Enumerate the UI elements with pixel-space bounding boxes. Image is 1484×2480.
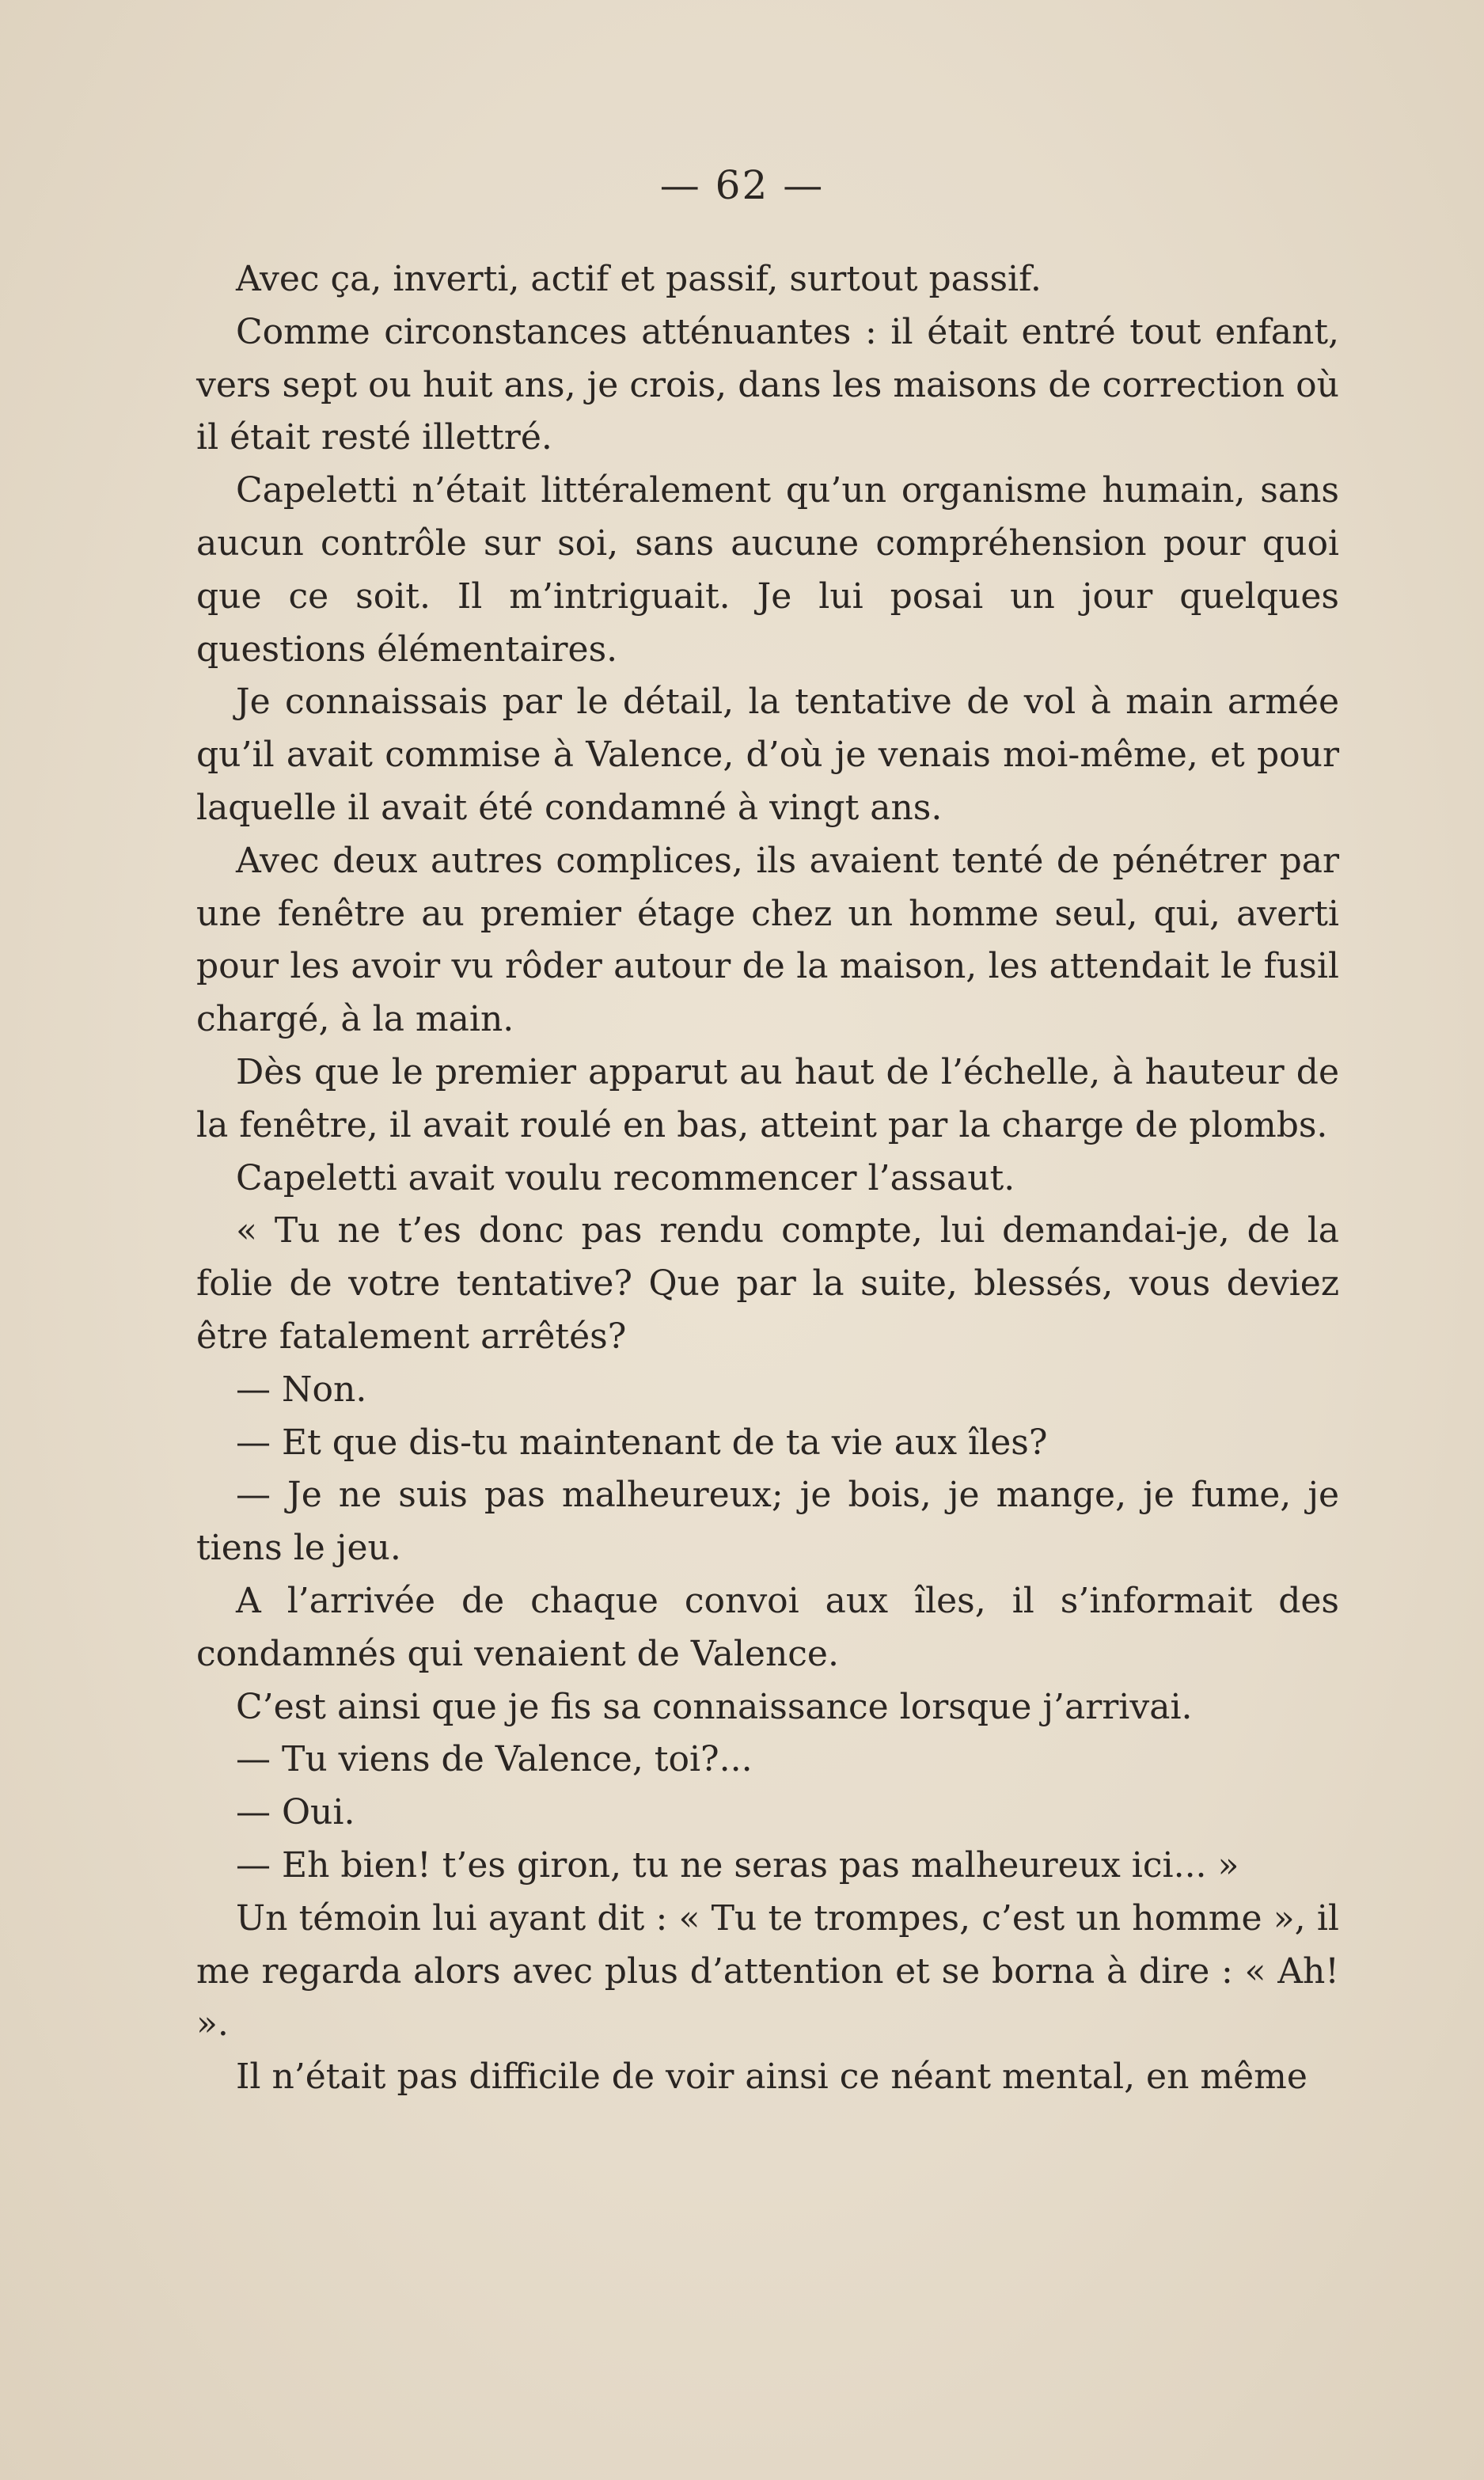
page-number: — 62 — <box>659 162 825 208</box>
paragraph-10: — Et que dis-tu maintenant de ta vie aux îles? <box>236 1422 1048 1463</box>
paragraph-9: — Non. <box>236 1369 367 1410</box>
paragraph-17: Un témoin lui ayant dit : « Tu te trompes, c’est un homme », il me regarda alors avec plus d’attention et se borna à dire : « Ah! ». <box>196 1897 1339 2045</box>
paragraph-1: Avec ça, inverti, actif et passif, surtout passif. <box>236 259 1042 299</box>
paragraph-12: A l’arrivée de chaque convoi aux îles, il s’informait des condamnés qui venaient de Valence. <box>196 1580 1339 1674</box>
paragraph-8: « Tu ne t’es donc pas rendu compte, lui demandai-je, de la folie de votre tentative? Que par la suite, blessés, vous deviez être fatalement arrêtés? <box>196 1210 1339 1357</box>
paragraph-5: Avec deux autres complices, ils avaient tenté de pénétrer par une fenêtre au premier étage chez un homme seul, qui, averti pour les avoir vu rôder autour de la maison, les attendait le fusil chargé, à la main. <box>196 840 1339 1040</box>
paragraph-18: Il n’était pas difficile de voir ainsi ce néant mental, en même <box>236 2057 1308 2098</box>
body-text <box>196 253 1339 2104</box>
paragraph-3: Capeletti n’était littéralement qu’un organisme humain, sans aucun contrôle sur soi, sans aucune compréhension pour quoi que ce soit. Il m’intriguait. Je lui posai un jour quelques questions élémentaires. <box>196 470 1339 670</box>
paragraph-7: Capeletti avait voulu recommencer l’assaut. <box>236 1157 1015 1198</box>
paragraph-4: Je connaissais par le détail, la tentative de vol à main armée qu’il avait commise à Valence, d’où je venais moi-même, et pour laquelle il avait été condamné à vingt ans. <box>196 682 1339 828</box>
paragraph-2: Comme circonstances atténuantes : il était entré tout enfant, vers sept ou huit ans, je crois, dans les maisons de correction où il était resté illettré. <box>196 311 1339 458</box>
paragraph-11: — Je ne suis pas malheureux; je bois, je mange, je fume, je tiens le jeu. <box>196 1475 1339 1569</box>
paragraph-13: C’est ainsi que je fis sa connaissance lorsque j’arrivai. <box>236 1686 1193 1727</box>
paragraph-14: — Tu viens de Valence, toi?... <box>236 1739 753 1780</box>
paragraph-16: — Eh bien! t’es giron, tu ne seras pas malheureux ici... » <box>236 1844 1239 1886</box>
paragraph-15: — Oui. <box>236 1792 355 1833</box>
paragraph-6: Dès que le premier apparut au haut de l’échelle, à hauteur de la fenêtre, il avait roulé en bas, atteint par la charge de plombs. <box>196 1051 1339 1145</box>
